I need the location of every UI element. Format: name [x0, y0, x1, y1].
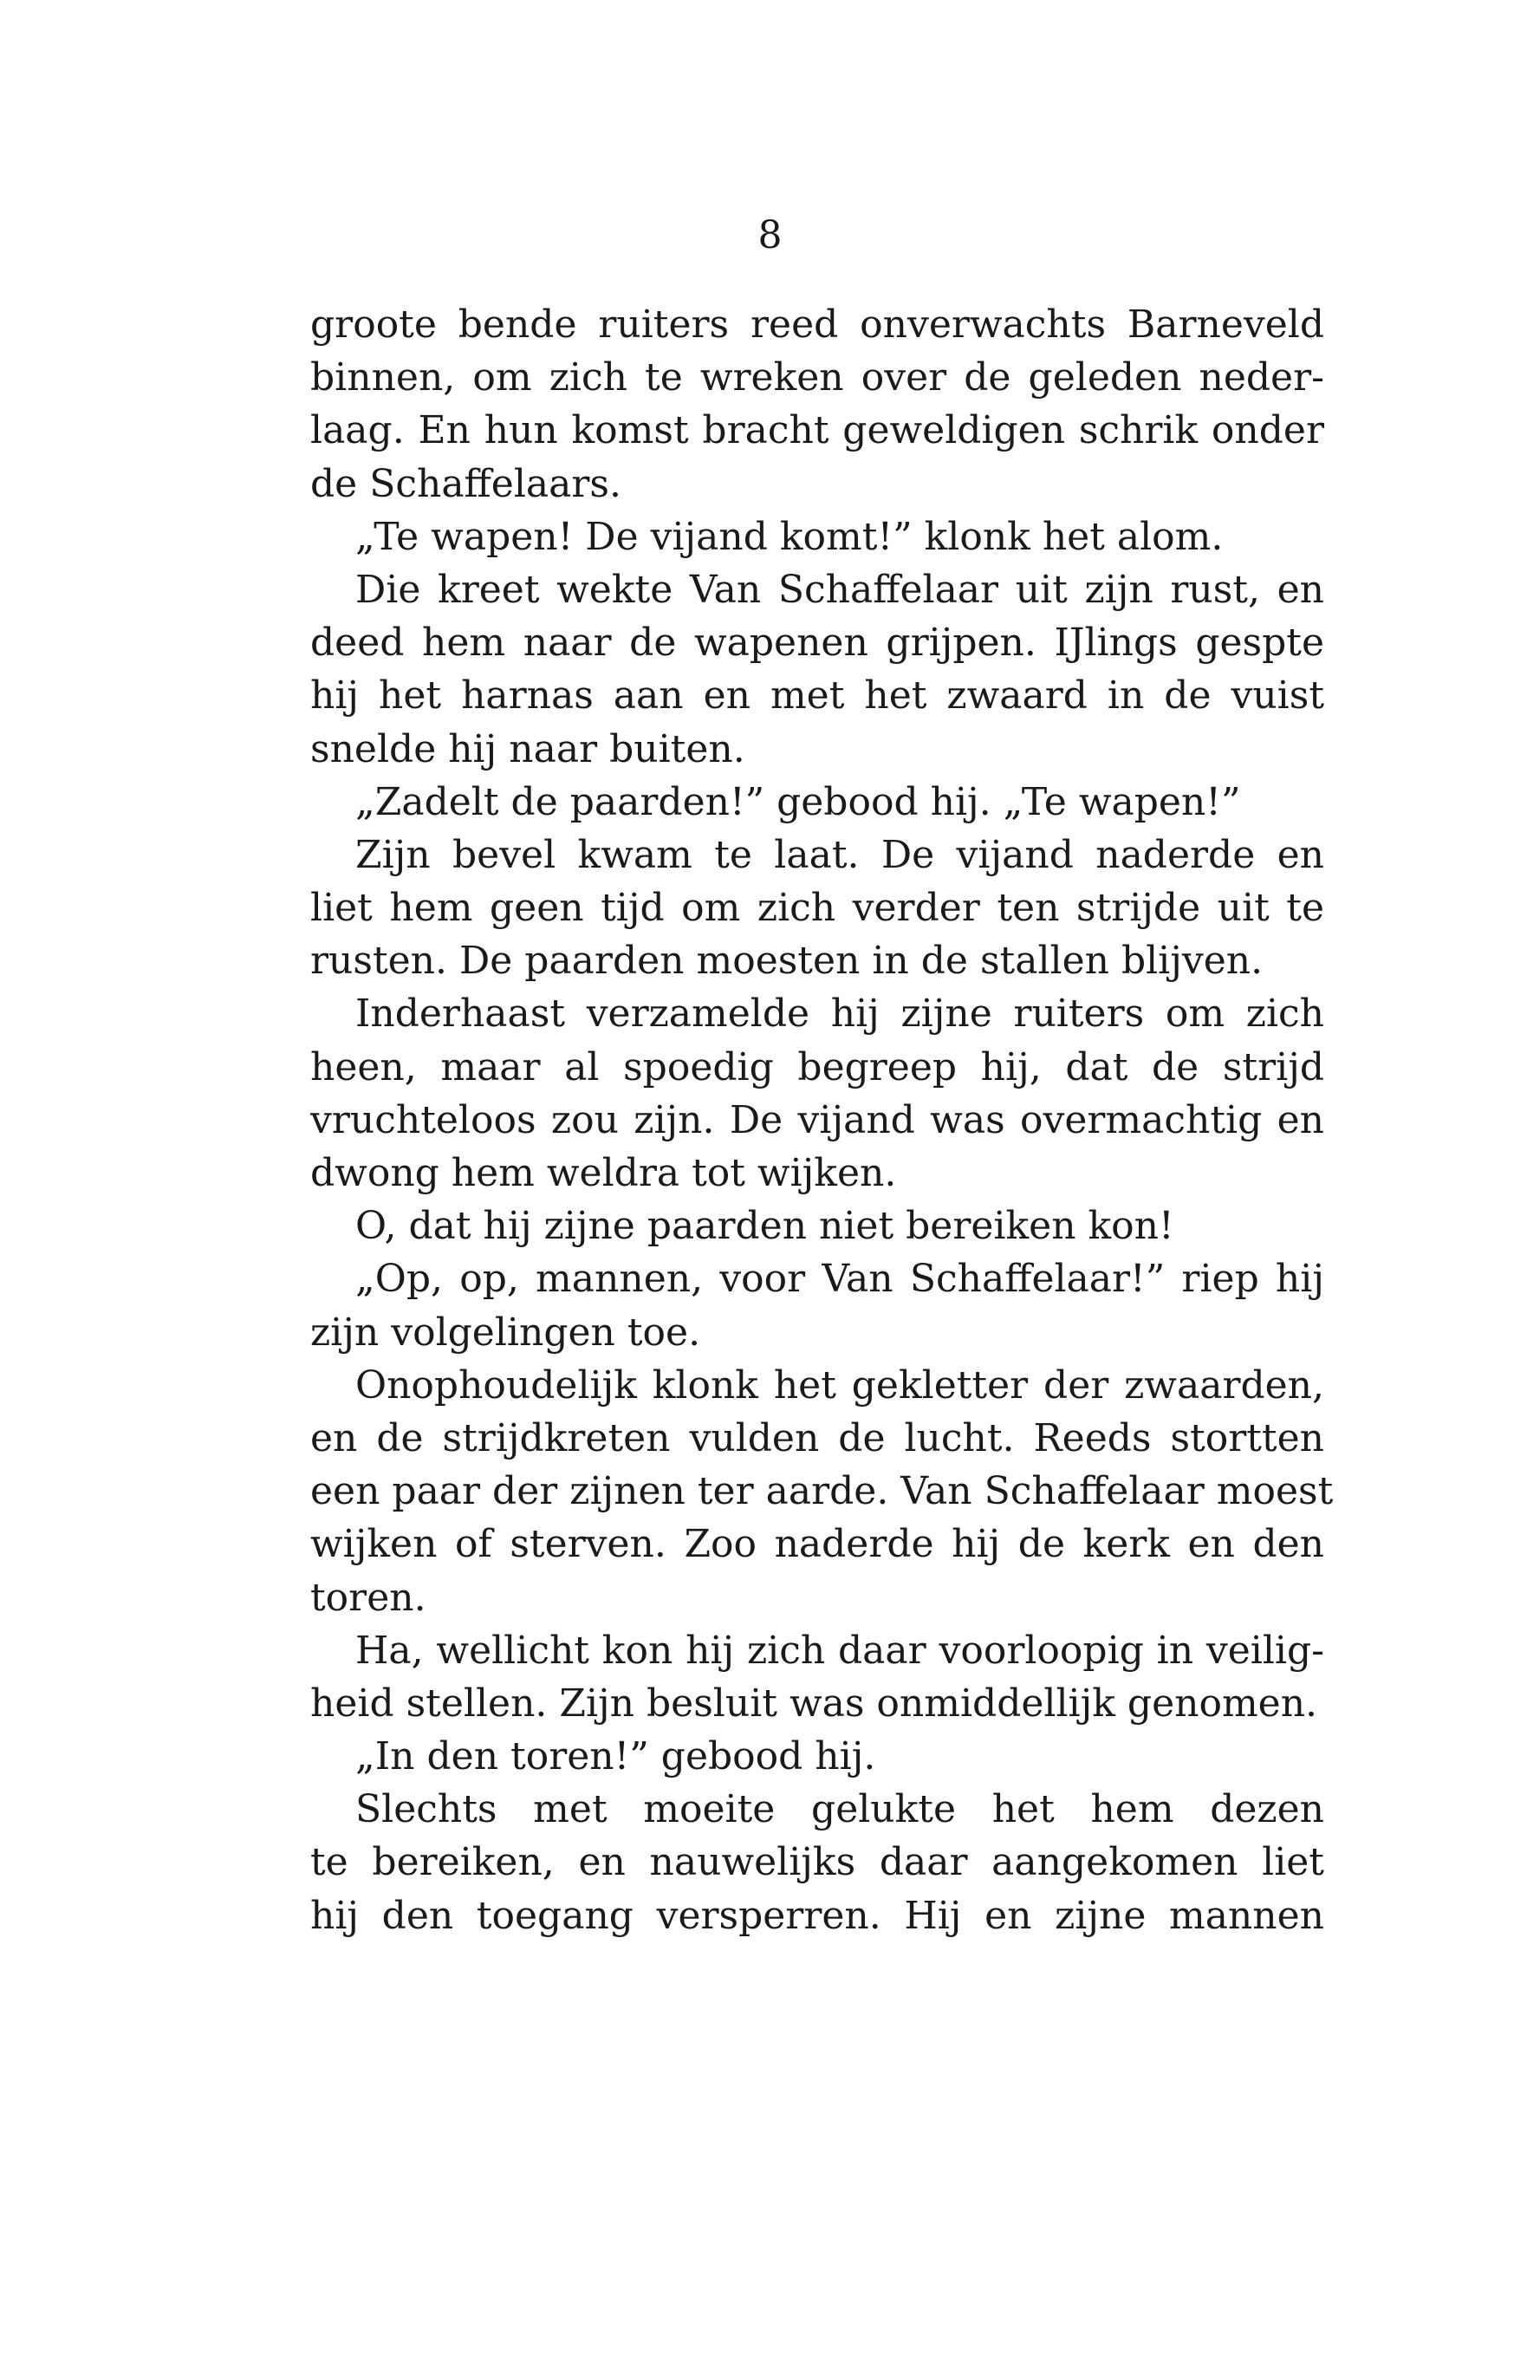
text-line: liet hem geen tijd om zich verder ten strijde uit te	[310, 886, 1324, 931]
text-line: laag. En hun komst bracht geweldigen schrik onder	[310, 408, 1324, 453]
text-line: dwong hem weldra tot wijken.	[310, 1151, 897, 1195]
text-line: Ha, wellicht kon hij zich daar voorloopig in veilig-	[355, 1628, 1324, 1673]
text-line: zijn volgelingen toe.	[310, 1310, 701, 1355]
text-line: „Zadelt de paarden!” gebood hij. „Te wapen!”	[355, 779, 1241, 824]
text-line: „Te wapen! De vijand komt!” klonk het alom.	[355, 514, 1224, 559]
text-line: „Op, op, mannen, voor Van Schaffelaar!” riep hij	[355, 1257, 1324, 1302]
text-line: Slechts met moeite gelukte het hem dezen	[355, 1787, 1324, 1832]
page-number: 8	[757, 213, 783, 257]
text-line: Die kreet wekte Van Schaffelaar uit zijn rust, en	[355, 567, 1324, 612]
text-line: Onophoudelijk klonk het gekletter der zwaarden,	[355, 1362, 1324, 1408]
text-line: de Schaffelaars.	[310, 461, 621, 506]
text-line: toren.	[310, 1575, 426, 1620]
text-line: groote bende ruiters reed onverwachts Barneveld	[310, 302, 1324, 347]
text-line: een paar der zijnen ter aarde. Van Schaffelaar moest	[310, 1469, 1334, 1514]
text-line: hij den toegang versperren. Hij en zijne mannen	[310, 1893, 1324, 1938]
text-line: rusten. De paarden moesten in de stallen blijven.	[310, 939, 1264, 984]
text-line: heen, maar al spoedig begreep hij, dat de strijd	[310, 1044, 1324, 1089]
text-line: binnen, om zich te wreken over de geleden neder-	[310, 355, 1324, 400]
text-line: wijken of sterven. Zoo naderde hij de kerk en den	[310, 1522, 1324, 1567]
text-line: en de strijdkreten vulden de lucht. Reeds stortten	[310, 1415, 1324, 1460]
text-line: te bereiken, en nauwelijks daar aangekomen liet	[310, 1840, 1324, 1885]
body-text	[310, 298, 1334, 1942]
text-line: vruchteloos zou zijn. De vijand was overmachtig en	[310, 1097, 1324, 1142]
text-line: snelde hij naar buiten.	[310, 726, 745, 771]
text-line: deed hem naar de wapenen grijpen. IJlings gespte	[310, 621, 1324, 666]
text-line: heid stellen. Zijn besluit was onmiddellijk genomen.	[310, 1681, 1318, 1726]
text-line: Zijn bevel kwam te laat. De vijand naderde en	[355, 832, 1324, 877]
text-line: hij het harnas aan en met het zwaard in de vuist	[310, 673, 1324, 719]
text-line: Inderhaast verzamelde hij zijne ruiters om zich	[355, 992, 1324, 1037]
text-line: „In den toren!” gebood hij.	[355, 1734, 876, 1779]
text-line: O, dat hij zijne paarden niet bereiken kon!	[355, 1204, 1174, 1249]
